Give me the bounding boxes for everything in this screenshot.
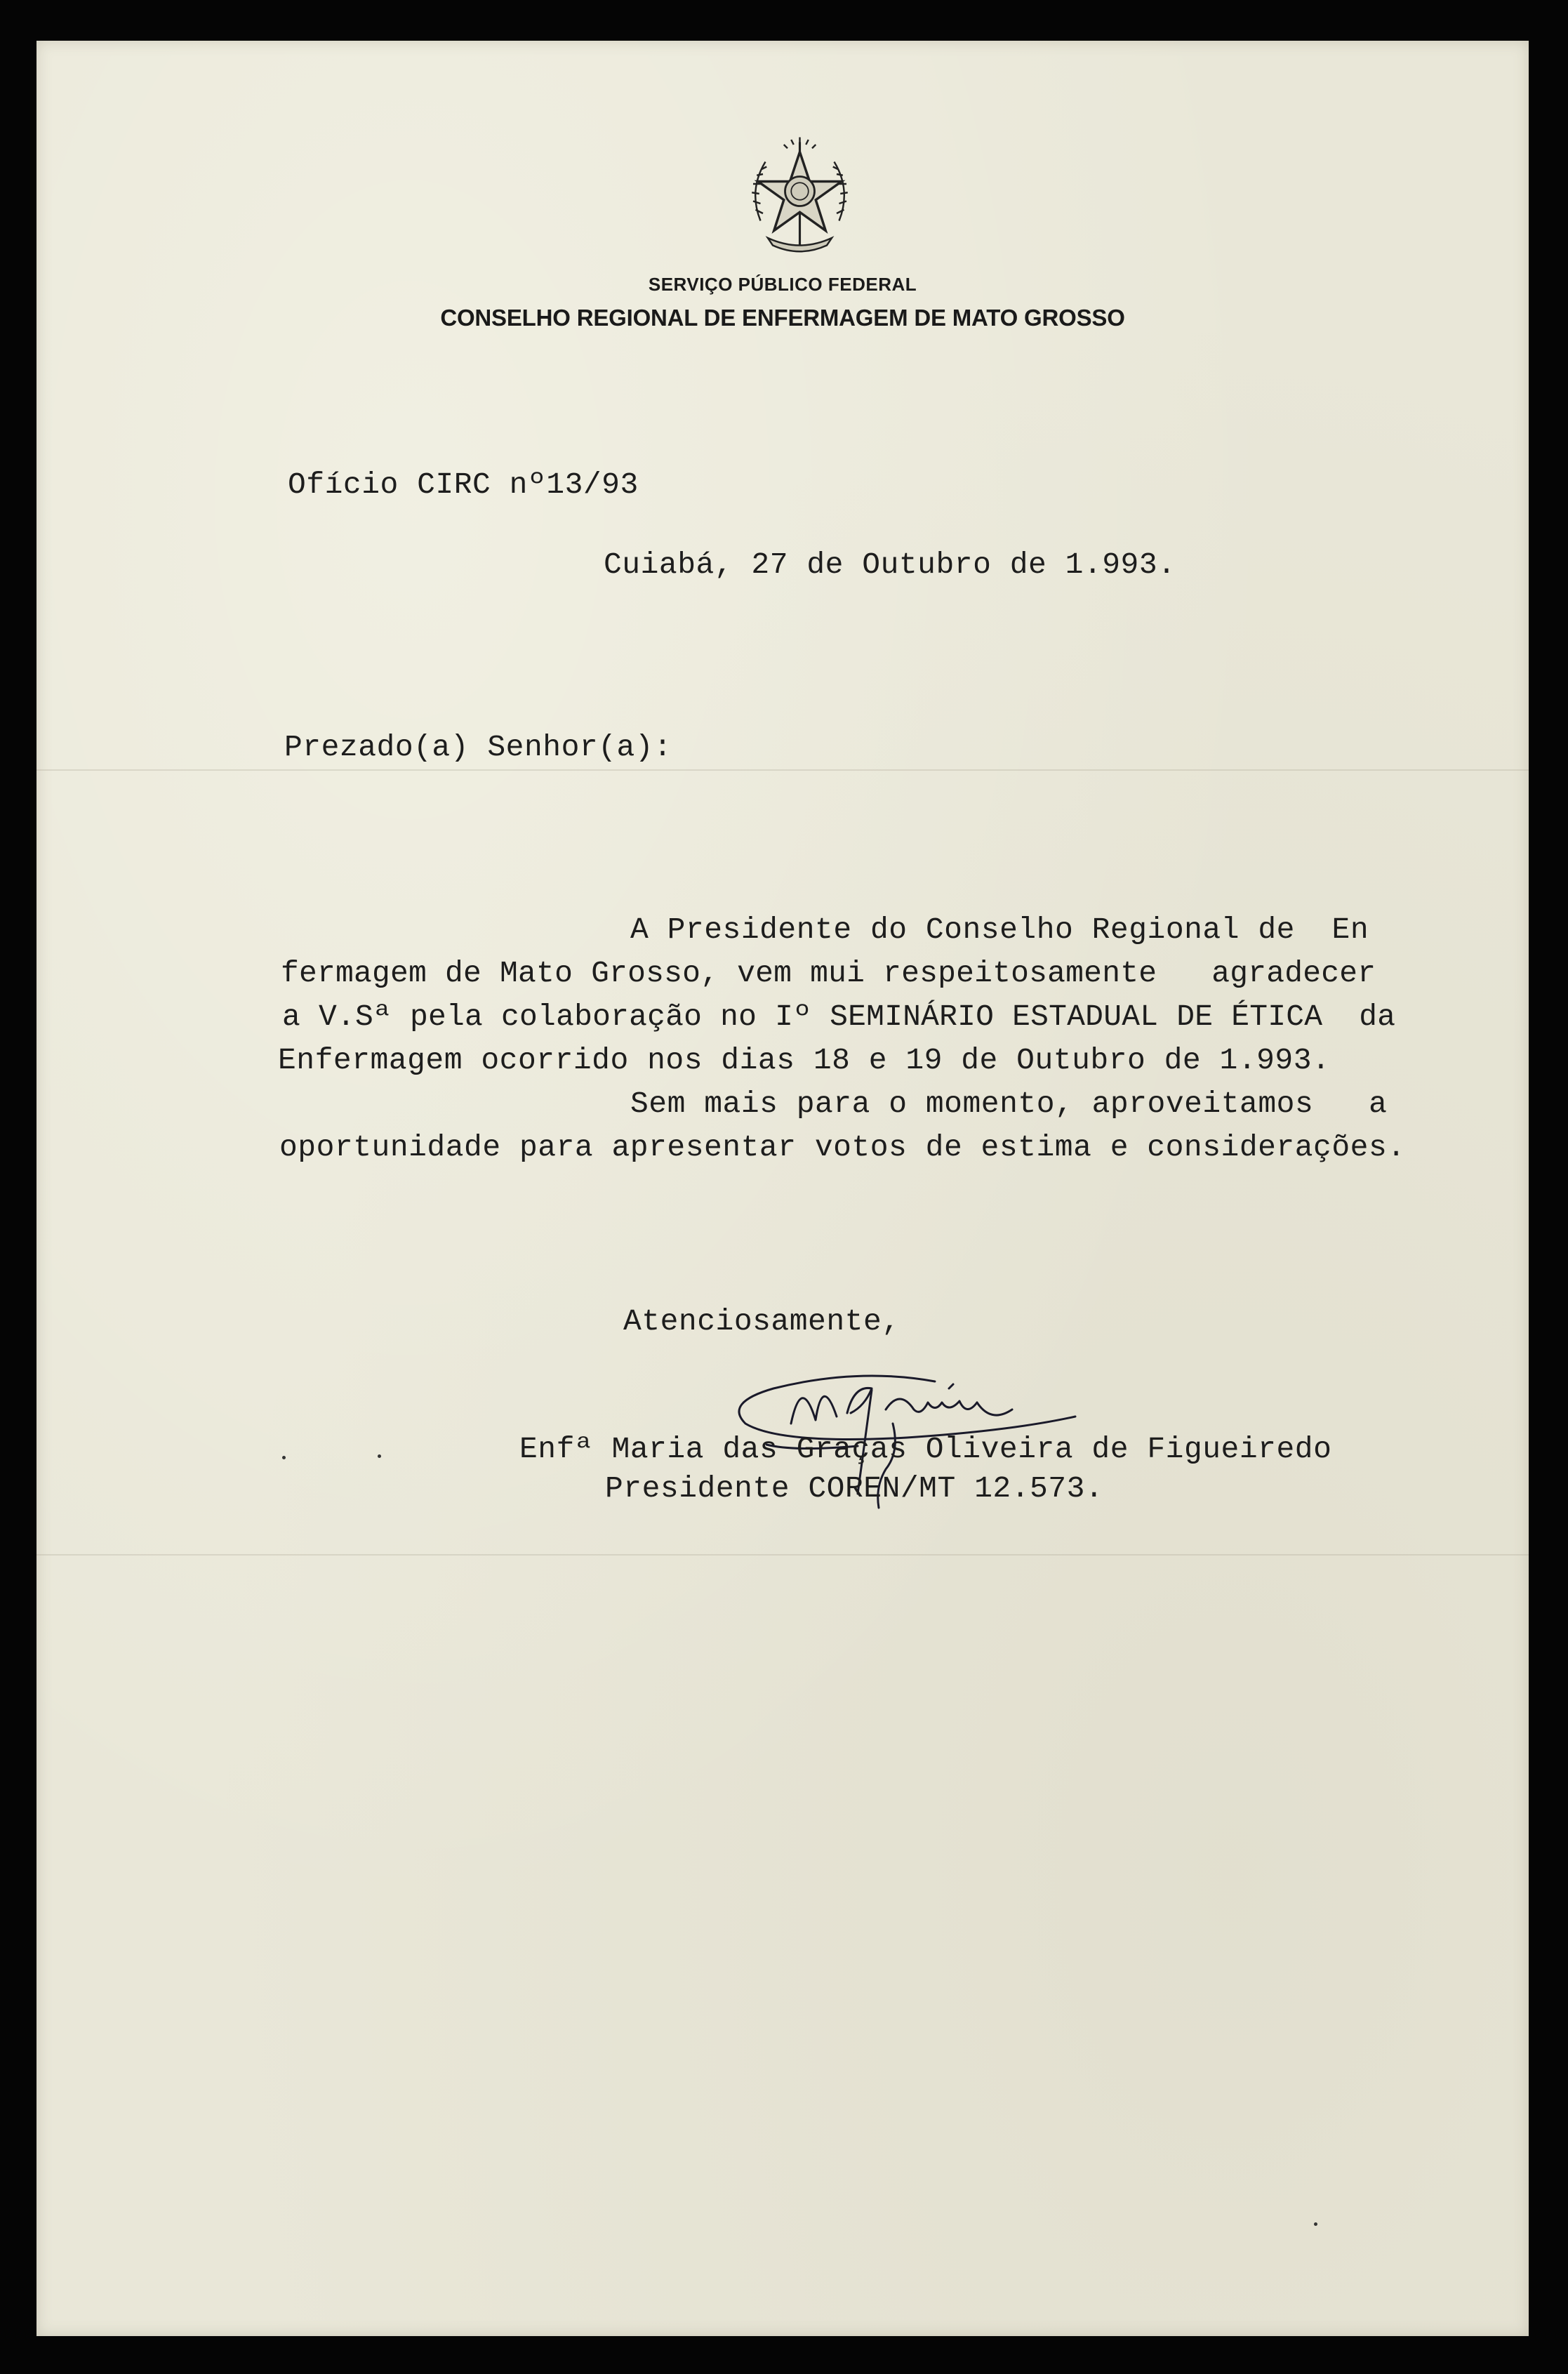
letter-salutation: Prezado(a) Senhor(a): xyxy=(284,730,672,764)
signer-name: Enfª Maria das Graças Oliveira de Figueiredo xyxy=(519,1432,1332,1466)
letter-body-line: Enfermagem ocorrido nos dias 18 e 19 de Outubro de 1.993. xyxy=(278,1043,1331,1077)
letter-body-line: Sem mais para o momento, aproveitamos a xyxy=(630,1087,1388,1121)
letterhead-council-name: CONSELHO REGIONAL DE ENFERMAGEM DE MATO GROSSO xyxy=(440,305,1125,331)
letter-sheet xyxy=(36,41,1529,2336)
letter-closing: Atenciosamente, xyxy=(623,1304,901,1339)
letter-reference: Ofício CIRC nº13/93 xyxy=(288,467,639,502)
signer-title: Presidente COREN/MT 12.573. xyxy=(605,1471,1104,1506)
ink-speck xyxy=(1314,2222,1317,2226)
letter-body-line: A Presidente do Conselho Regional de En xyxy=(630,913,1369,947)
paper-fold-line xyxy=(36,769,1529,771)
letter-body-line: oportunidade para apresentar votos de estima e considerações. xyxy=(279,1130,1406,1165)
letter-place-date: Cuiabá, 27 de Outubro de 1.993. xyxy=(604,548,1176,582)
ink-speck xyxy=(282,1456,286,1459)
letterhead-service-line: SERVIÇO PÚBLICO FEDERAL xyxy=(648,274,917,295)
ink-speck xyxy=(378,1454,381,1458)
letter-body-line: fermagem de Mato Grosso, vem mui respeitosamente agradecer xyxy=(281,956,1376,990)
brazil-coat-of-arms-icon xyxy=(738,135,861,258)
letter-body-line: a V.Sª pela colaboração no Iº SEMINÁRIO ESTADUAL DE ÉTICA da xyxy=(282,1000,1396,1034)
